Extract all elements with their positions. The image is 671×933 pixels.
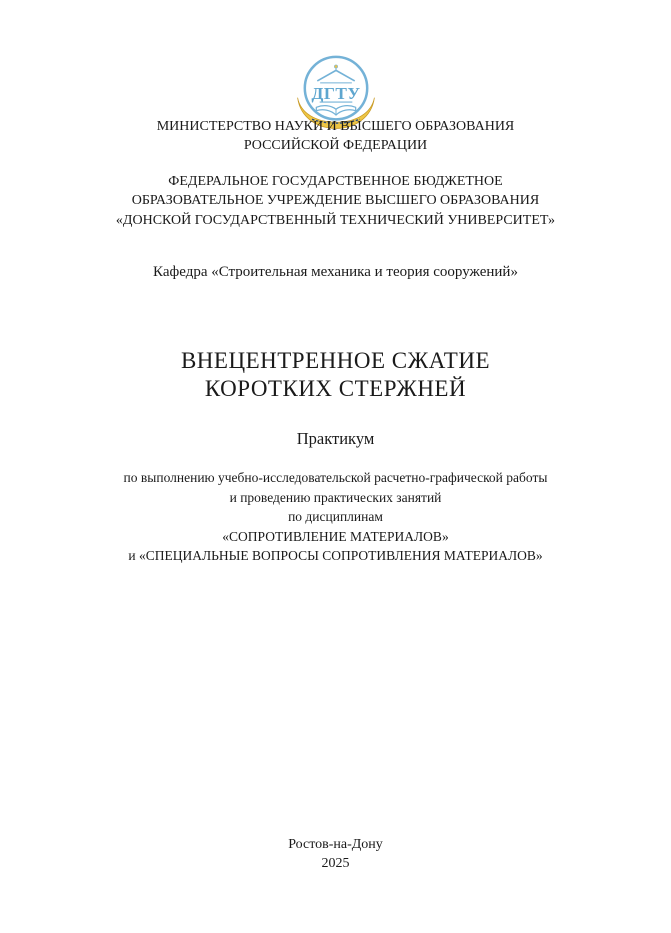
imprint — [0, 835, 671, 873]
university-heading — [0, 172, 671, 230]
emblem-finial — [334, 65, 337, 68]
university-line-1: ФЕДЕРАЛЬНОЕ ГОСУДАРСТВЕННОЕ БЮДЖЕТНОЕ — [168, 174, 503, 189]
document-subtitle: Практикум — [296, 429, 375, 448]
document-description — [0, 468, 671, 566]
university-line-2: ОБРАЗОВАТЕЛЬНОЕ УЧРЕЖДЕНИЕ ВЫСШЕГО ОБРАЗОВАНИЯ — [131, 193, 540, 209]
imprint-city: Ростов-на-Дону — [288, 837, 383, 852]
emblem-abbreviation: ДГТУ — [311, 84, 360, 104]
ministry-heading — [0, 117, 671, 155]
department-name: Кафедра «Строительная механика и теория сооружений» — [153, 264, 518, 280]
description-line: «СОПРОТИВЛЕНИЕ МАТЕРИАЛОВ» — [222, 528, 449, 544]
document-title — [0, 347, 671, 403]
ministry-line-1: МИНИСТЕРСТВО НАУКИ И ВЫСШЕГО ОБРАЗОВАНИЯ — [156, 119, 515, 134]
ministry-line-2: РОССИЙСКОЙ ФЕДЕРАЦИИ — [243, 138, 428, 153]
description-line: по дисциплинам — [288, 509, 383, 524]
document-title-line-1: ВНЕЦЕНТРЕННОЕ СЖАТИЕ — [180, 348, 491, 373]
description-line: по выполнению учебно-исследовательской расчетно-графической работы — [123, 470, 548, 485]
description-line: и «СПЕЦИАЛЬНЫЕ ВОПРОСЫ СОПРОТИВЛЕНИЯ МАТЕРИАЛОВ» — [128, 548, 543, 563]
imprint-year: 2025 — [321, 856, 350, 871]
description-line: и проведению практических занятий — [229, 489, 442, 505]
document-title-line-2: КОРОТКИХ СТЕРЖНЕЙ — [204, 376, 467, 401]
university-line-3: «ДОНСКОЙ ГОСУДАРСТВЕННЫЙ ТЕХНИЧЕСКИЙ УНИВЕРСИТЕТ» — [115, 212, 556, 228]
